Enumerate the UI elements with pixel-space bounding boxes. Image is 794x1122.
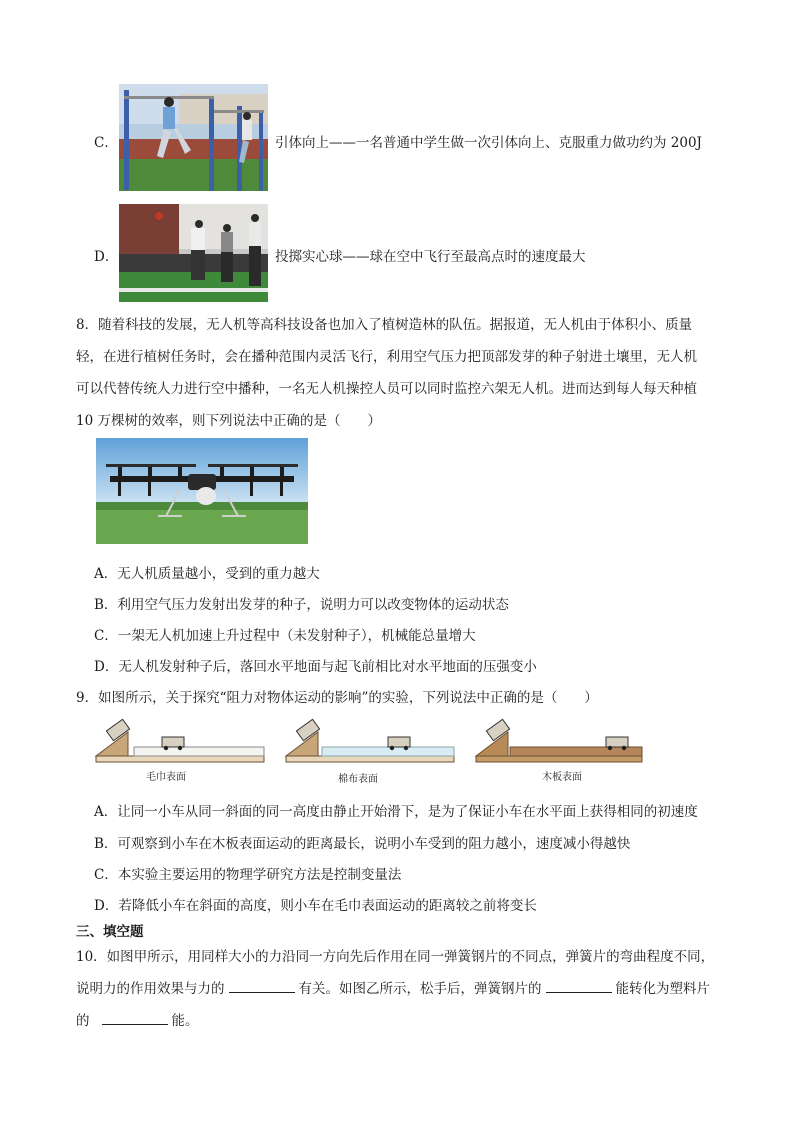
q8-option-c: C．一架无人机加速上升过程中（未发射种子），机械能总量增大 [94,628,476,644]
q8-option-b: B．利用空气压力发射出发芽的种子，说明力可以改变物体的运动状态 [94,597,509,613]
option-c-label: C． [94,135,118,151]
q8-stem-line-3: 可以代替传统人力进行空中播种，一名无人机操控人员可以同时监控六架无人机。进而达到每人每天种植 [76,381,697,397]
option-d-text: 投掷实心球——球在空中飞行至最高点时的速度最大 [275,249,586,265]
option-c-text: 引体向上——一名普通中学生做一次引体向上、克服重力做功约为 200J [275,135,702,151]
q10-line-3 [76,1009,756,1029]
shot-put-photo [119,204,268,302]
q10-line-2-part-b: 有关。如图乙所示，松手后，弹簧钢片的 [298,981,542,997]
caption-cotton: 棉布表面 [338,774,378,785]
q8-stem-line-4: 10 万棵树的效率，则下列说法中正确的是（ ） [76,413,381,429]
q9-option-d: D．若降低小车在斜面的高度，则小车在毛巾表面运动的距离较之前将变长 [94,898,537,914]
q9-option-b: B．可观察到小车在木板表面运动的距离最长，说明小车受到的阻力越小，速度减小得越快 [94,836,631,852]
q10-line-1: 10．如图甲所示，用同样大小的力沿同一方向先后作用在同一弹簧钢片的不同点，弹簧片的弯曲程度不同， [76,949,715,965]
q10-line-2 [76,977,756,997]
q10-line-2-part-c: 能转化为塑料片 [615,981,710,997]
q10-line-3-part-a: 的 [76,1013,90,1029]
q9-option-c: C．本实验主要运用的物理学研究方法是控制变量法 [94,867,402,883]
q8-stem-line-2: 轻，在进行植树任务时，会在播种范围内灵活飞行，利用空气压力把顶部发芽的种子射进土壤里，无人机 [76,349,697,365]
towel-surface-panel [96,719,264,762]
q8-option-d: D．无人机发射种子后，落回水平地面与起飞前相比对水平地面的压强变小 [94,659,537,675]
caption-towel: 毛巾表面 [146,772,186,783]
option-d-label: D． [94,249,119,265]
q8-option-a: A．无人机质量越小，受到的重力越大 [94,566,320,582]
cotton-surface-panel [286,719,454,762]
q10-line-2-part-a: 说明力的作用效果与力的 [76,981,225,997]
q9-stem: 9．如图所示，关于探究“阻力对物体运动的影响”的实验，下列说法中正确的是（ ） [76,690,598,706]
answer-blank-1[interactable] [229,978,295,993]
wood-surface-panel [476,719,642,762]
q10-line-3-part-b: 能。 [171,1013,199,1029]
q8-stem-line-1: 8．随着科技的发展，无人机等高科技设备也加入了植树造林的队伍。据报道，无人机由于体积小、质量 [76,317,693,333]
q9-option-a: A．让同一小车从同一斜面的同一高度由静止开始滑下，是为了保证小车在水平面上获得相同的初速度 [94,804,698,820]
caption-wood: 木板表面 [542,772,582,783]
drone-photo [96,438,308,544]
pull-up-photo [119,84,268,191]
section-title: 三、填空题 [76,924,144,940]
answer-blank-3[interactable] [102,1010,168,1025]
answer-blank-2[interactable] [546,978,612,993]
